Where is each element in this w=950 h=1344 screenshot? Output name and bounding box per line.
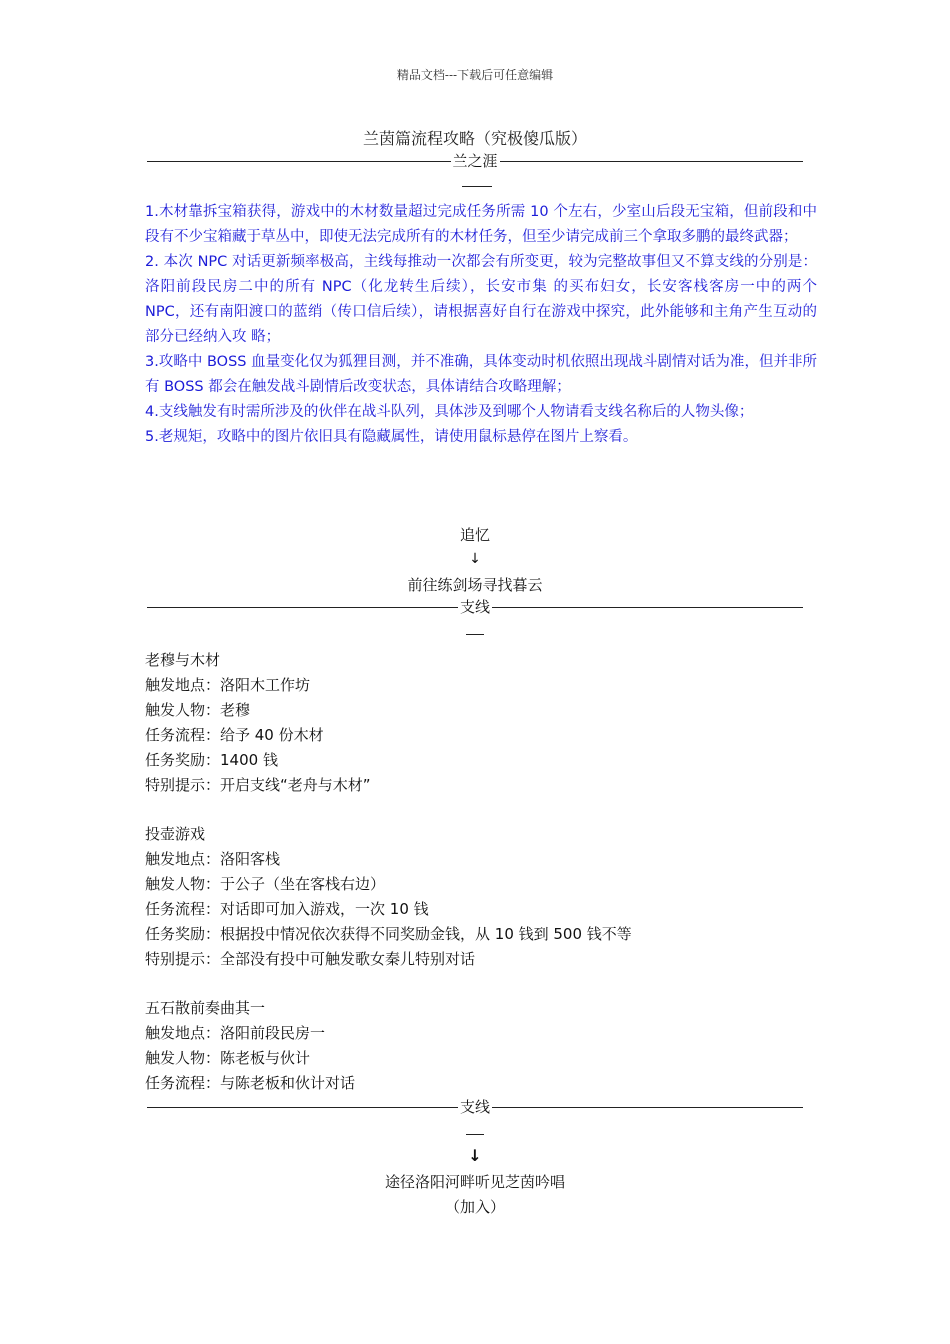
divider-line-right [492,1107,803,1108]
down-arrow-icon: ↓ [468,1146,482,1165]
divider-tail [462,186,492,187]
divider-tail [466,634,484,635]
quest-name: 五石散前奏曲其一 [145,999,266,1017]
quest-block [145,822,805,972]
page-title: 兰茵篇流程攻略（究极傻瓜版） [362,129,587,148]
header-watermark: 精品文档---下载后可任意编辑 [396,68,554,82]
divider-line-left [147,161,451,162]
branch-label: 支线 [460,1098,491,1116]
quest-reward: 任务奖励：根据投中情况依次获得不同奖励金钱，从 10 钱到 500 钱不等 [145,925,632,943]
quest-process: 任务流程：对话即可加入游戏，一次 10 钱 [145,900,429,918]
quest-tip: 特别提示：全部没有投中可触发歌女秦儿特别对话 [145,950,476,968]
branch-divider-bottom [147,1097,803,1117]
quest-reward: 任务奖励：1400 钱 [145,751,278,769]
quest-npc: 触发人物：老穆 [145,701,251,719]
quest-location: 触发地点：洛阳前段民房一 [145,1024,326,1042]
divider-line-left [147,1107,458,1108]
quest-name: 投壶游戏 [145,825,206,843]
author-name: 兰之涯 [452,152,498,170]
quest-tip: 特别提示：开启支线“老舟与木材” [145,776,371,794]
note-item: 5.老规矩，攻略中的图片依旧具有隐藏属性，请使用鼠标悬停在图片上察看。 [145,429,638,445]
branch-label: 支线 [460,598,491,616]
divider-line-left [147,607,458,608]
divider-line-right [500,161,804,162]
divider-tail [466,1134,484,1135]
flow-step-riverside: 途径洛阳河畔听见芝茵吟唱 [384,1173,565,1191]
quest-block [145,996,805,1096]
quest-process: 任务流程：与陈老板和伙计对话 [145,1074,356,1092]
note-item: 3.攻略中 BOSS 血量变化仅为狐狸目测，并不准确，具体变动时机依照出现战斗剧情对话为准，但并非所有 BOSS 都会在触发战斗剧情后改变状态，具体请结合攻略理解； [145,354,817,395]
author-divider [147,151,803,171]
flow-step-join-note: （加入） [444,1198,505,1216]
quest-name: 老穆与木材 [145,651,221,669]
note-item: 1.木材靠拆宝箱获得，游戏中的木材数量超过完成任务所需 10 个左右，少室山后段无宝箱，但前段和中段有不少宝箱藏于草丛中，即使无法完成所有的木材任务，但至少请完成前三个拿取多鹏的最终武器； [145,204,817,245]
divider-line-right [492,607,803,608]
quest-npc: 触发人物：于公子（坐在客栈右边） [145,875,386,893]
note-item: 4.支线触发有时需所涉及的伙伴在战斗队列，具体涉及到哪个人物请看支线名称后的人物头像； [145,404,754,420]
flow-step-find-muyun: 前往练剑场寻找暮云 [407,576,543,594]
quest-block [145,648,805,798]
quest-npc: 触发人物：陈老板与伙计 [145,1049,311,1067]
note-item: 2. 本次 NPC 对话更新频率极高，主线每推动一次都会有所变更，较为完整故事但又不算支线的分别是：洛阳前段民房二中的所有 NPC（化龙转生后续），长安市集 的买布妇女，长安客栈客房一中的两个 NPC，还有南阳渡口的蓝绡（传口信后续），请根据喜好自行在游戏中探究，此外能够和主角产生互动的部分已经纳入攻 略； [145,254,817,345]
quest-location: 触发地点：洛阳木工作坊 [145,676,311,694]
notes-list [145,200,817,450]
quest-process: 任务流程：给予 40 份木材 [145,726,324,744]
branch-divider-top [147,597,803,617]
flow-step-recall: 追忆 [459,526,490,544]
down-arrow-icon: ↓ [469,551,481,567]
quest-location: 触发地点：洛阳客栈 [145,850,281,868]
